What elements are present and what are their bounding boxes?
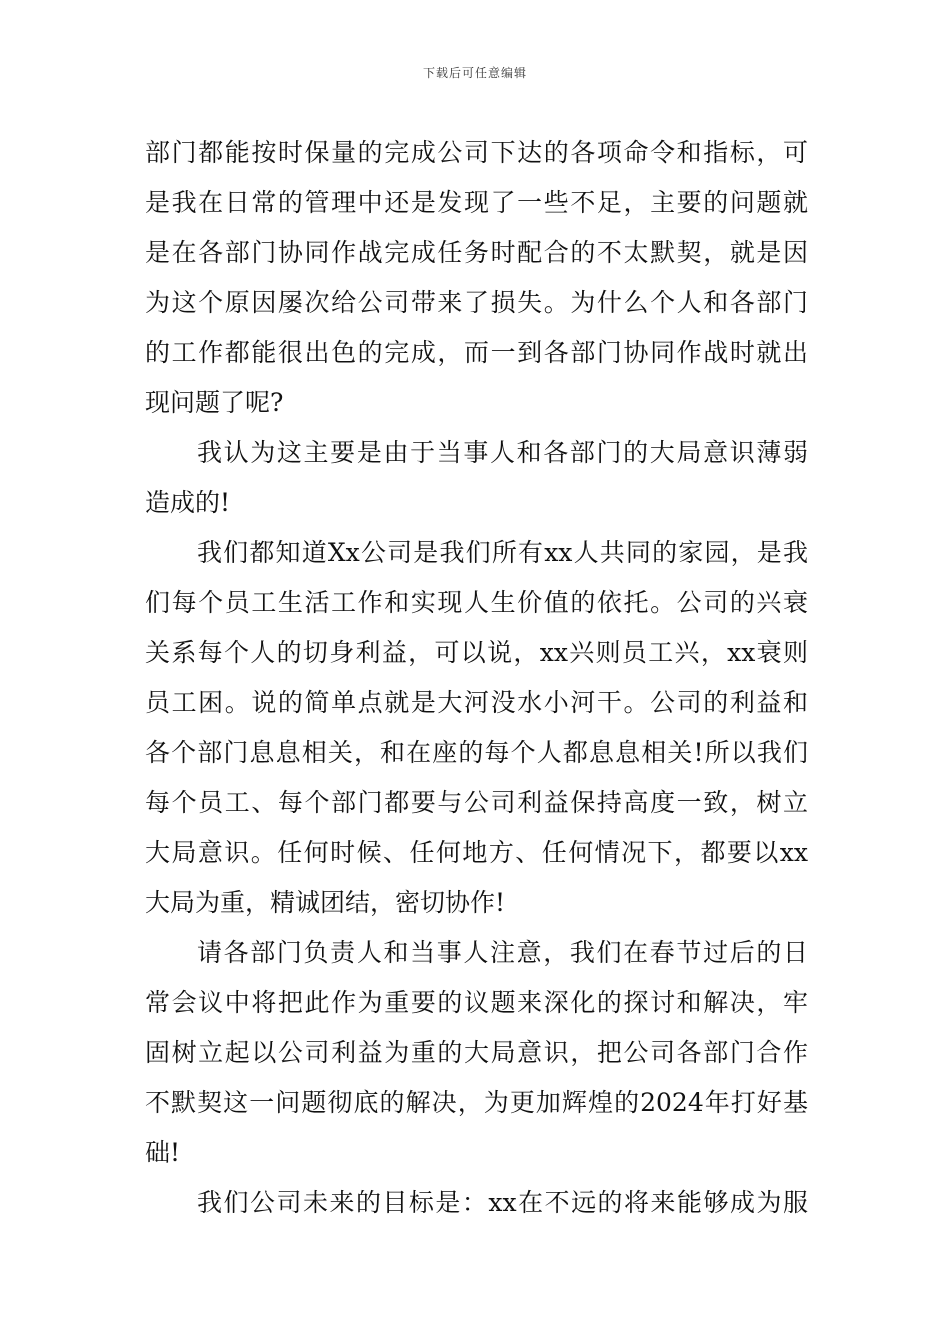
text-line: 固树立起以公司利益为重的大局意识，把公司各部门合作 xyxy=(145,1038,808,1067)
paragraph xyxy=(145,428,808,528)
text-line: 大局意识。任何时候、任何地方、任何情况下，都要以xx xyxy=(145,838,808,867)
paragraph xyxy=(145,1178,808,1228)
text-line: 我认为这主要是由于当事人和各部门的大局意识薄弱 xyxy=(197,438,808,467)
paragraph xyxy=(145,528,808,928)
text-line: 造成的! xyxy=(145,488,231,517)
paragraph xyxy=(145,128,808,428)
text-line: 的工作都能很出色的完成，而一到各部门协同作战时就出 xyxy=(145,338,808,367)
text-line: 础! xyxy=(145,1138,181,1167)
text-line: 是我在日常的管理中还是发现了一些不足，主要的问题就 xyxy=(145,188,808,217)
text-line: 为这个原因屡次给公司带来了损失。为什么个人和各部门 xyxy=(145,288,808,317)
text-line: 员工困。说的简单点就是大河没水小河干。公司的利益和 xyxy=(145,688,808,717)
text-line: 大局为重，精诚团结，密切协作! xyxy=(145,888,506,917)
text-line: 关系每个人的切身利益，可以说，xx兴则员工兴，xx衰则 xyxy=(145,638,808,667)
text-line: 不默契这一问题彻底的解决，为更加辉煌的2024年打好基 xyxy=(145,1088,808,1117)
text-line: 每个员工、每个部门都要与公司利益保持高度一致，树立 xyxy=(145,788,808,817)
text-line: 是在各部门协同作战完成任务时配合的不太默契，就是因 xyxy=(145,238,808,267)
text-line: 各个部门息息相关，和在座的每个人都息息相关!所以我们 xyxy=(145,738,808,767)
text-line: 我们都知道Xx公司是我们所有xx人共同的家园，是我 xyxy=(197,538,808,567)
page-header: 下载后可任意编辑 xyxy=(422,66,527,80)
text-line: 现问题了呢? xyxy=(145,388,284,417)
text-line: 常会议中将把此作为重要的议题来深化的探讨和解决，牢 xyxy=(145,988,808,1017)
paragraph xyxy=(145,928,808,1178)
text-line: 们每个员工生活工作和实现人生价值的依托。公司的兴衰 xyxy=(145,588,808,617)
text-line: 部门都能按时保量的完成公司下达的各项命令和指标，可 xyxy=(145,138,808,167)
document-body xyxy=(145,128,808,1228)
text-line: 请各部门负责人和当事人注意，我们在春节过后的日 xyxy=(197,938,808,967)
text-line: 我们公司未来的目标是：xx在不远的将来能够成为服 xyxy=(197,1188,808,1217)
